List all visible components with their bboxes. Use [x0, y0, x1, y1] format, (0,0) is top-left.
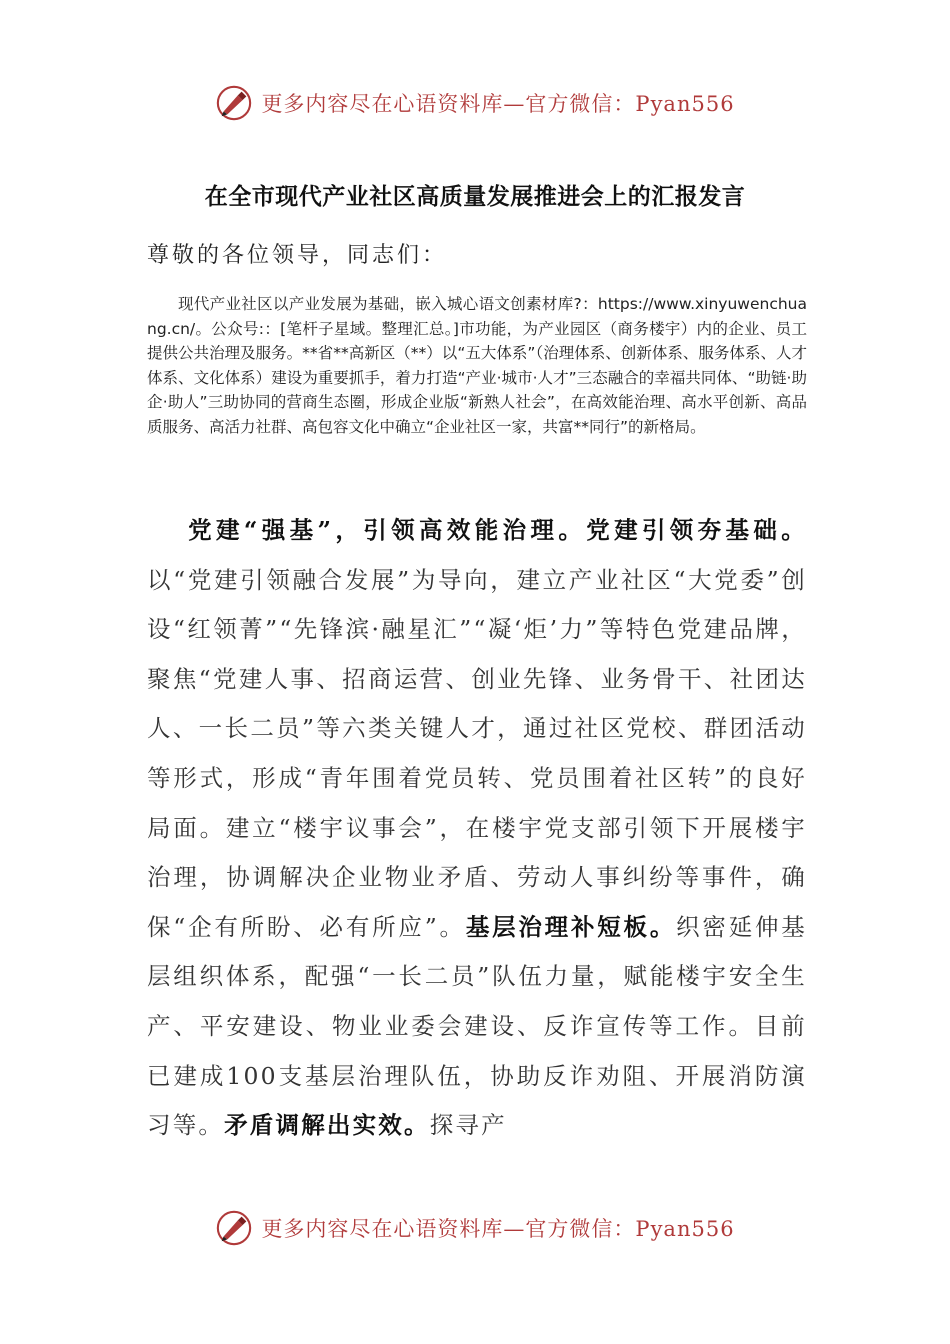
pen-nib-logo-icon [215, 84, 253, 122]
pen-nib-logo-icon [215, 1209, 253, 1247]
salutation: 尊敬的各位领导，同志们： [147, 243, 448, 268]
intro-paragraph: 现代产业社区以产业发展为基础，嵌入城心语文创素材库?：https://www.xinyuwenchuang.cn/。公众号:：[笔杆子星域。整理汇总。]市功能，为产业园区（商务楼宇）内的企业、员工提供公共治理及服务。**省**高新区（**）以“五大体系”（治理体系、创新体系、服务体系、人才体系、文化体系）建设为重要抓手，着力打造“产业·城市·人才”三态融合的幸福共同体、“助链·助企·助人”三助协同的营商生态圈，形成企业版“新熟人社会”，在高效能治理、高水平创新、高品质服务、高活力社群、高包容文化中确立“企业社区一家，共富**同行”的新格局。 [147, 295, 807, 436]
subsection-text: 织密延伸基层组织体系，配强“一长二员”队伍力量，赋能楼宇安全生产、平安建设、物业业委会建设、反诈宣传等工作。目前已建成100支基层治理队伍，协助反诈劝阻、开展消防演习等。 [147, 912, 808, 1140]
header-banner [0, 84, 950, 122]
subsection-title: 党建引领夯基础。 [586, 516, 807, 544]
banner-text: 更多内容尽在心语资料库—官方微信：Pyan556 [261, 1217, 735, 1241]
banner-text: 更多内容尽在心语资料库—官方微信：Pyan556 [261, 92, 735, 116]
document-title: 在全市现代产业社区高质量发展推进会上的汇报发言 [204, 184, 746, 210]
subsection-text: 以“党建引领融合发展”为导向，建立产业社区“大党委”创设“红领菁”“先锋滨·融星汇”“凝‘炬’力”等特色党建品牌，聚焦“党建人事、招商运营、创业先锋、业务骨干、社团达人、一长二员”等六类关键人才，通过社区党校、群团活动等形式，形成“青年围着党员转、党员围着社区转”的良好局面。建立“楼宇议事会”，在楼宇党支部引领下开展楼宇治理，协调解决企业物业矛盾、劳动人事纠纷等事件，确保“企有所盼、必有所应”。 [147, 565, 807, 941]
subsection-title: 矛盾调解出实效。 [224, 1111, 430, 1140]
subsection-text: 探寻产 [429, 1111, 507, 1140]
subsection-title: 基层治理补短板。 [465, 912, 677, 941]
section-1-heading: 党建“强基”，引领高效能治理。 [188, 516, 587, 544]
footer-banner [0, 1209, 950, 1247]
section-1-paragraph [147, 506, 807, 1151]
